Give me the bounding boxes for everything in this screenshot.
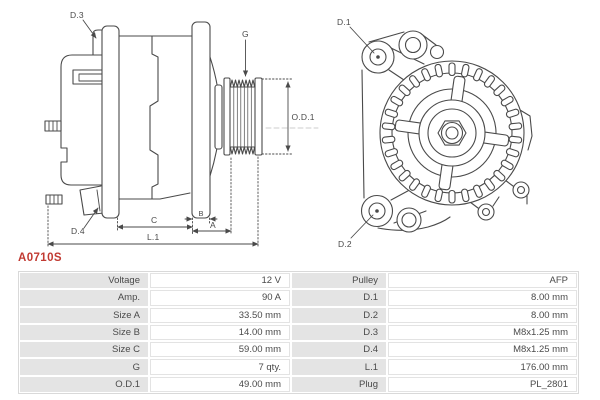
side-view-drawing <box>45 10 318 247</box>
label-b: B <box>198 209 204 218</box>
spec-label-cell: Voltage <box>20 273 148 288</box>
spec-value-cell: 49.00 mm <box>150 377 290 392</box>
side-view-body <box>45 22 222 218</box>
spec-label-cell: Size C <box>20 342 148 357</box>
spec-label-cell: D.2 <box>292 308 386 323</box>
spec-label-cell: Size A <box>20 308 148 323</box>
spec-value-cell: 90 A <box>150 290 290 305</box>
spec-value-cell: 14.00 mm <box>150 325 290 340</box>
spec-label-cell: D.4 <box>292 342 386 357</box>
label-a: A <box>210 220 216 230</box>
spec-value-cell: 176.00 mm <box>388 359 577 374</box>
part-number: A0710S <box>18 252 62 264</box>
front-view-drawing <box>337 17 532 249</box>
label-d2: D.2 <box>338 239 352 249</box>
spec-value-cell: 33.50 mm <box>150 308 290 323</box>
spec-label-cell: D.3 <box>292 325 386 340</box>
spec-label-cell: D.1 <box>292 290 386 305</box>
spec-label-cell: Pulley <box>292 273 386 288</box>
pulley <box>224 78 262 155</box>
spec-value-cell: 8.00 mm <box>388 290 577 305</box>
label-g: G <box>242 29 249 39</box>
label-c: C <box>151 215 158 225</box>
spec-label-cell: L.1 <box>292 359 386 374</box>
spec-value-cell: M8x1.25 mm <box>388 342 577 357</box>
label-d1: D.1 <box>337 17 351 27</box>
spec-label-cell: Size B <box>20 325 148 340</box>
label-od1: O.D.1 <box>291 112 315 122</box>
spec-value-cell: M8x1.25 mm <box>388 325 577 340</box>
label-d3: D.3 <box>70 10 84 20</box>
spec-value-cell: 12 V <box>150 273 290 288</box>
spec-label-cell: Amp. <box>20 290 148 305</box>
spec-value-cell: 7 qty. <box>150 359 290 374</box>
spec-label-cell: O.D.1 <box>20 377 148 392</box>
spec-value-cell: 59.00 mm <box>150 342 290 357</box>
label-l1: L.1 <box>147 232 160 242</box>
spec-table <box>18 271 579 394</box>
label-d4: D.4 <box>71 226 85 236</box>
spec-label-cell: Plug <box>292 377 386 392</box>
front-view-housing <box>380 61 524 205</box>
spec-value-cell: AFP <box>388 273 577 288</box>
spec-value-cell: PL_2801 <box>388 377 577 392</box>
spec-label-cell: G <box>20 359 148 374</box>
spec-value-cell: 8.00 mm <box>388 308 577 323</box>
